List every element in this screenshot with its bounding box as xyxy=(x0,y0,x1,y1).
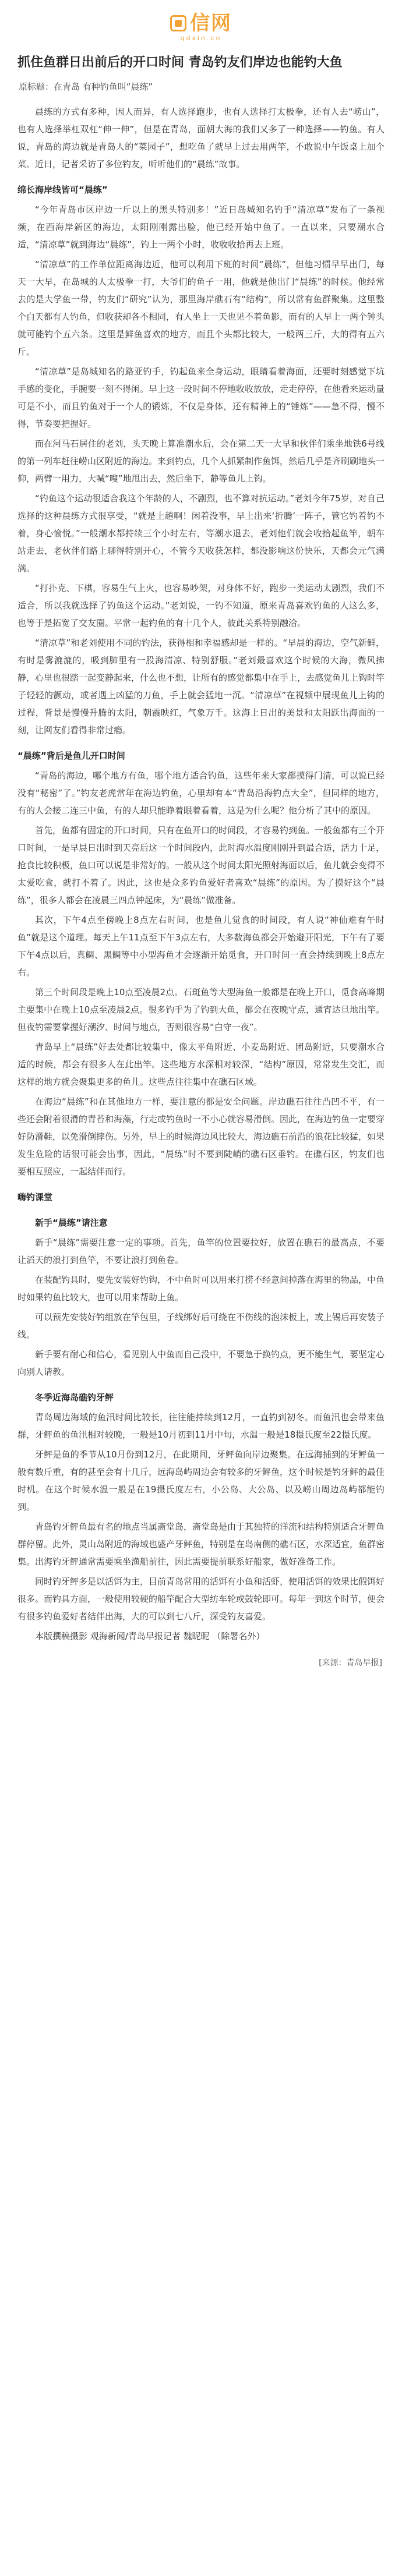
section-heading: 绵长海岸线皆可“晨练” xyxy=(17,185,108,195)
section-heading: “晨练”背后是鱼儿开口时间 xyxy=(17,751,125,761)
paragraph: 同时钓牙鲆多是以活饵为主，目前青岛常用的活饵有小鱼和活虾，使用活饵的效果比假饵好很多。而钓具方面，一般使用较硬的船竿配合大型纺车轮或鼓轮即可。每年一到这个时节，便会有很多钓鱼爱好者结伴出海，大的可以到七八斤，深受钓友喜爱。 xyxy=(17,1576,385,1622)
paragraph: 在装配钓具时，要先安装好钓钩，不中鱼时可以用来打捞不经意间掉落在海里的物品，中鱼时如果钓鱼比较大，也可以用来帮助上鱼。 xyxy=(17,1275,385,1303)
paragraph: “钓鱼这个运动很适合我这个年龄的人，不剧烈，也不算对抗运动。”老刘今年75岁，对自己选择的这种晨练方式很享受，“就是上趟啊！闲着没事，早上出来‘折腾’一阵子，管它钓着钓不着，身心愉悦。”一般潮水都持续三个小时左右，等潮水退去，老刘他们就会收拾起鱼竿，朝车站走去，老伙伴们路上聊得特别开心，不管今天收获怎样，都没影响这份快乐，天都会元气满满。 xyxy=(17,493,385,574)
paragraph: 青岛钓牙鲆鱼最有名的地点当属斋堂岛，斋堂岛是由于其独特的洋流和结构特别适合牙鲆鱼群停留。此外，灵山岛附近的海域也盛产牙鲆鱼，特别是在岛南侧的礁石区，水深适宜，鱼群密集。出海钓牙鲆通常需要乘坐渔船前往，因此需要提前联系好船家，做好准备工作。 xyxy=(17,1521,385,1567)
logo-text: 信网 xyxy=(190,11,232,35)
paragraph: 首先，鱼都有固定的开口时间，只有在鱼开口的时间段，才容易钓到鱼。一般鱼都有三个开口时间，一是早晨日出时到天亮后这一个时间段内，此时海水温度刚刚升到最合适，活力十足，抢食比较积极，鱼口可以说是非常好的。一般从这个时间太阳光照射海面以后，鱼儿就会变得不太爱吃食，就打不着了。因此，这也是众多钓鱼爱好者喜欢“晨练”的原因。为了摸好这个“晨练”，很多人都会在凌晨三四点钟起床，为“晨练”做准备。 xyxy=(17,825,385,905)
paragraph: 晨练的方式有多种，因人而异，有人选择跑步，也有人选择打太极拳，还有人去“崂山”，也有人选择举杠双杠“伸一伸”，但是在青岛，面朝大海的我们又多了一种选择——钓鱼。有人说，青岛的海边就是青岛人的“菜园子”，想吃鱼了就早上过去用两竿，不敢说中午饭桌上加个菜。近日，记者采访了多位钓友，听听他们的“晨练”故事。 xyxy=(17,107,385,169)
site-header xyxy=(14,0,388,50)
paragraph: “清凉草”和老刘使用不同的钓法，获得相和幸福感却是一样的。“早晨的海边，空气新鲜，有时是雾漉漉的，吸到肺里有一股海清凉、特别舒服。”老刘最喜欢这个时候的大海，微风拂静，心里也很踏一起变静起来，什么也不想，让所有的感觉都集中在手上，去感觉鱼儿上钩时竿子轻轻的颤动，或者遇上凶猛的刀鱼，手上就会猛地一沉。“清凉草”在视频中展现鱼儿上钩的过程，背景是慢慢升腾的太阳，朝霞映红，气象万千。这海上日出的美景和太阳跃出海面的一刻，让网友们看得非常过瘾。 xyxy=(17,638,385,735)
paragraph: 第三个时间段是晚上10点至凌晨2点。石斑鱼等大型海鱼一般都是在晚上开口，觅食高峰期主要集中在晚上10点至凌晨2点。很多钓手为了钓到大鱼，都会在夜晚守点，通宵达旦地出竿。但夜钓需要掌握好潮汐、时间与地点，否则很容易“白守一夜”。 xyxy=(17,987,385,1032)
paragraph: “打扑克、下棋，容易生气上火，也容易吵架，对身体不好，跑步一类运动太剧烈，我们不适合，所以我就选择了钓鱼这个运动。”老刘说，一钓不知道，原来青岛喜欢钓鱼的人这么多，也等于是拓宽了交友圈。平常一起钓鱼的有十几个人，彼此关系特别融洽。 xyxy=(17,583,385,628)
logo-domain: qdxin.cn xyxy=(180,34,222,42)
section-body xyxy=(14,1038,388,1180)
site-logo[interactable] xyxy=(170,13,232,33)
article-title: 抓住鱼群日出前后的开口时间 青岛钓友们岸边也能钓大鱼 xyxy=(17,55,343,70)
paragraph: 而在河马石居住的老刘，头天晚上算准潮水后，会在第二天一大早和伙伴们乘坐地铁6号线的第一列车赶往崂山区附近的海边。来到钓点，几个人抓紧制作鱼饵，然后几乎是齐刷刷地头一仰，两臂一用力，大喊“嗖”地甩出去，然后坐下，静等鱼儿上钩。 xyxy=(17,438,385,484)
paragraph: 可以预先安装好钓组放在竿包里，子线绑好后可绕在不伤线的泡沫板上，或上锡后再安装子线。 xyxy=(17,1312,385,1340)
original-title: 原标题：在青岛 有种钓鱼叫“晨练” xyxy=(19,82,153,92)
paragraph: 其次，下午4点至傍晚上8点左右时间，也是鱼儿觉食的时间段，有人说“神仙难有午时鱼”就是这个道理。每天上午11点至下午3点左右，大多数海鱼都会开始避开阳光，下午有了要下午4点以后，真鲷、黑鲷等中小型海鱼才会逐渐开始觅食，开口时间一直会持续到晚上8点左右。 xyxy=(17,915,385,978)
paragraph: “青岛的海边，哪个地方有鱼，哪个地方适合钓鱼，这些年来大家都摸得门清，可以说已经没有“秘密”了。”钓友老虎常年在海边钓鱼，心里却有本“青岛沿海钓点大全”，但同样的地方，有的人会接二连三中鱼，有的人却只能睁着眼着看着，这是为什么呢？他分析了其中的原因。 xyxy=(17,770,385,816)
paragraph: 青岛早上“晨练”好去处都比较集中，像太平角附近、小麦岛附近、团岛附近，只要潮水合适的时候，都会有很多人在此出竿。这些地方水深相对较深，“结构”原因，常常发生交汇，而这样的地方就会聚集更多的鱼儿。这些点往往集中在礁石区域。 xyxy=(17,1042,385,1087)
subsection-heading: 新手“晨练”请注意 xyxy=(35,1218,108,1228)
paragraph: 牙鲆是鱼的季节从10月份到12月，在此期间，牙鲆鱼向岸边聚集。在远海捕到的牙鲆鱼一般有数斤重，有的甚至会有十几斤，远海岛屿周边会有较多的牙鲆鱼，这个时候是钓牙鲆的最佳时机。在这个时候水温一般是在19摄氏度左右，小公岛、大公岛、以及崂山周边岛屿都能钓到。 xyxy=(17,1449,385,1512)
source-tag: [来源：青岛早报] xyxy=(319,1658,382,1668)
logo-mark-icon xyxy=(170,15,186,31)
section-body xyxy=(14,767,388,1036)
intro-section xyxy=(14,103,388,173)
paragraph: 新手要有耐心和信心，看见别人中鱼而自己没中，不要急于换钓点，更不能生气，要坚定心向别人请教。 xyxy=(17,1349,385,1377)
paragraph: “今年青岛市区岸边一斤以上的黑头特别多！”近日岛城知名钓手“清凉草”发布了一条视频，在西海岸新区的海边，太阳刚刚露出脸，他已经开始中鱼了。一直以来，只要潮水合适，“清凉草”就到海边“晨练”，钓上一两个小时，收收收拾再去上班。 xyxy=(17,204,385,250)
subsection-heading: 冬季近海岛礁钓牙鲆 xyxy=(35,1392,114,1403)
section-body xyxy=(14,1409,388,1625)
section-body xyxy=(14,201,388,739)
paragraph: 青岛周边海域的鱼汛时间比较长，往往能持续到12月，一直钓到初冬。而鱼汛也会带来鱼群，牙鲆鱼的鱼汛相对较晚，一般是10月初到11月中旬，水温一般是18摄氏度至22摄氏度。 xyxy=(17,1412,385,1440)
paragraph: “清凉草”的工作单位距离海边近，他可以利用下班的时间“晨练”，但他习惯早早出门，每天一大早，在岛城的人太极拳一打，大爷们的鱼子一用，他就是他出门“晨练”的时候。他经常去的是大学鱼一带，钓友们“研究”认为，那里海岸礁石有“结构”，所以常有鱼群聚集。这里整个白天都有人钓鱼，但收获却各不相同，有人坐上一天也见不着鱼影，而有的人早上一两个钟头就可能钓个五六条。这里是鲜鱼喜欢的地方，而且个头都比较大，一般两三斤，大的得有五六斤。 xyxy=(17,259,385,357)
section-heading: 嗨钓课堂 xyxy=(17,1192,53,1202)
section-body xyxy=(14,1234,388,1381)
paragraph: “清凉草”是岛城知名的路亚钓手，钓起鱼来全身运动，眼睛看着海面，还要时刻感觉下坑手感的变化，手腕要一刻不得闲。早上这一段时间不停地收收放放，走走停停，在他看来运动量可是不小，而且钓鱼对于一个人的锻炼，不仅是身体，还有精神上的“锤炼”——急不得，慢不得，节奏要把握好。 xyxy=(17,366,385,429)
paragraph: 在海边“晨练”和在其他地方一样，要注意的都是安全问题。岸边礁石往往凸凹不平，有一些还会附着很滑的青苔和海藻，行走或钓鱼时一不小心就容易滑倒。因此，在海边钓鱼一定要穿好防滑鞋，以免滑倒摔伤。另外，早上的时候海边风比较大，海边礁石前沿的浪花比较猛，如果发生危险的话很可能会出事，因此，“晨练”时不要到陡峭的礁石区垂钓。在礁石区，钓友们也要相互照应，一起结伴而行。 xyxy=(17,1096,385,1177)
byline: 本版撰稿摄影 观海新闻/青岛早报记者 魏昵昵 （除署名外） xyxy=(35,1631,265,1641)
paragraph: 新手“晨练”需要注意一定的事项。首先，鱼竿的位置要拉好，放置在礁石的最高点，不要让滔天的浪打到鱼竿，不要让浪打到鱼卷。 xyxy=(17,1237,385,1265)
